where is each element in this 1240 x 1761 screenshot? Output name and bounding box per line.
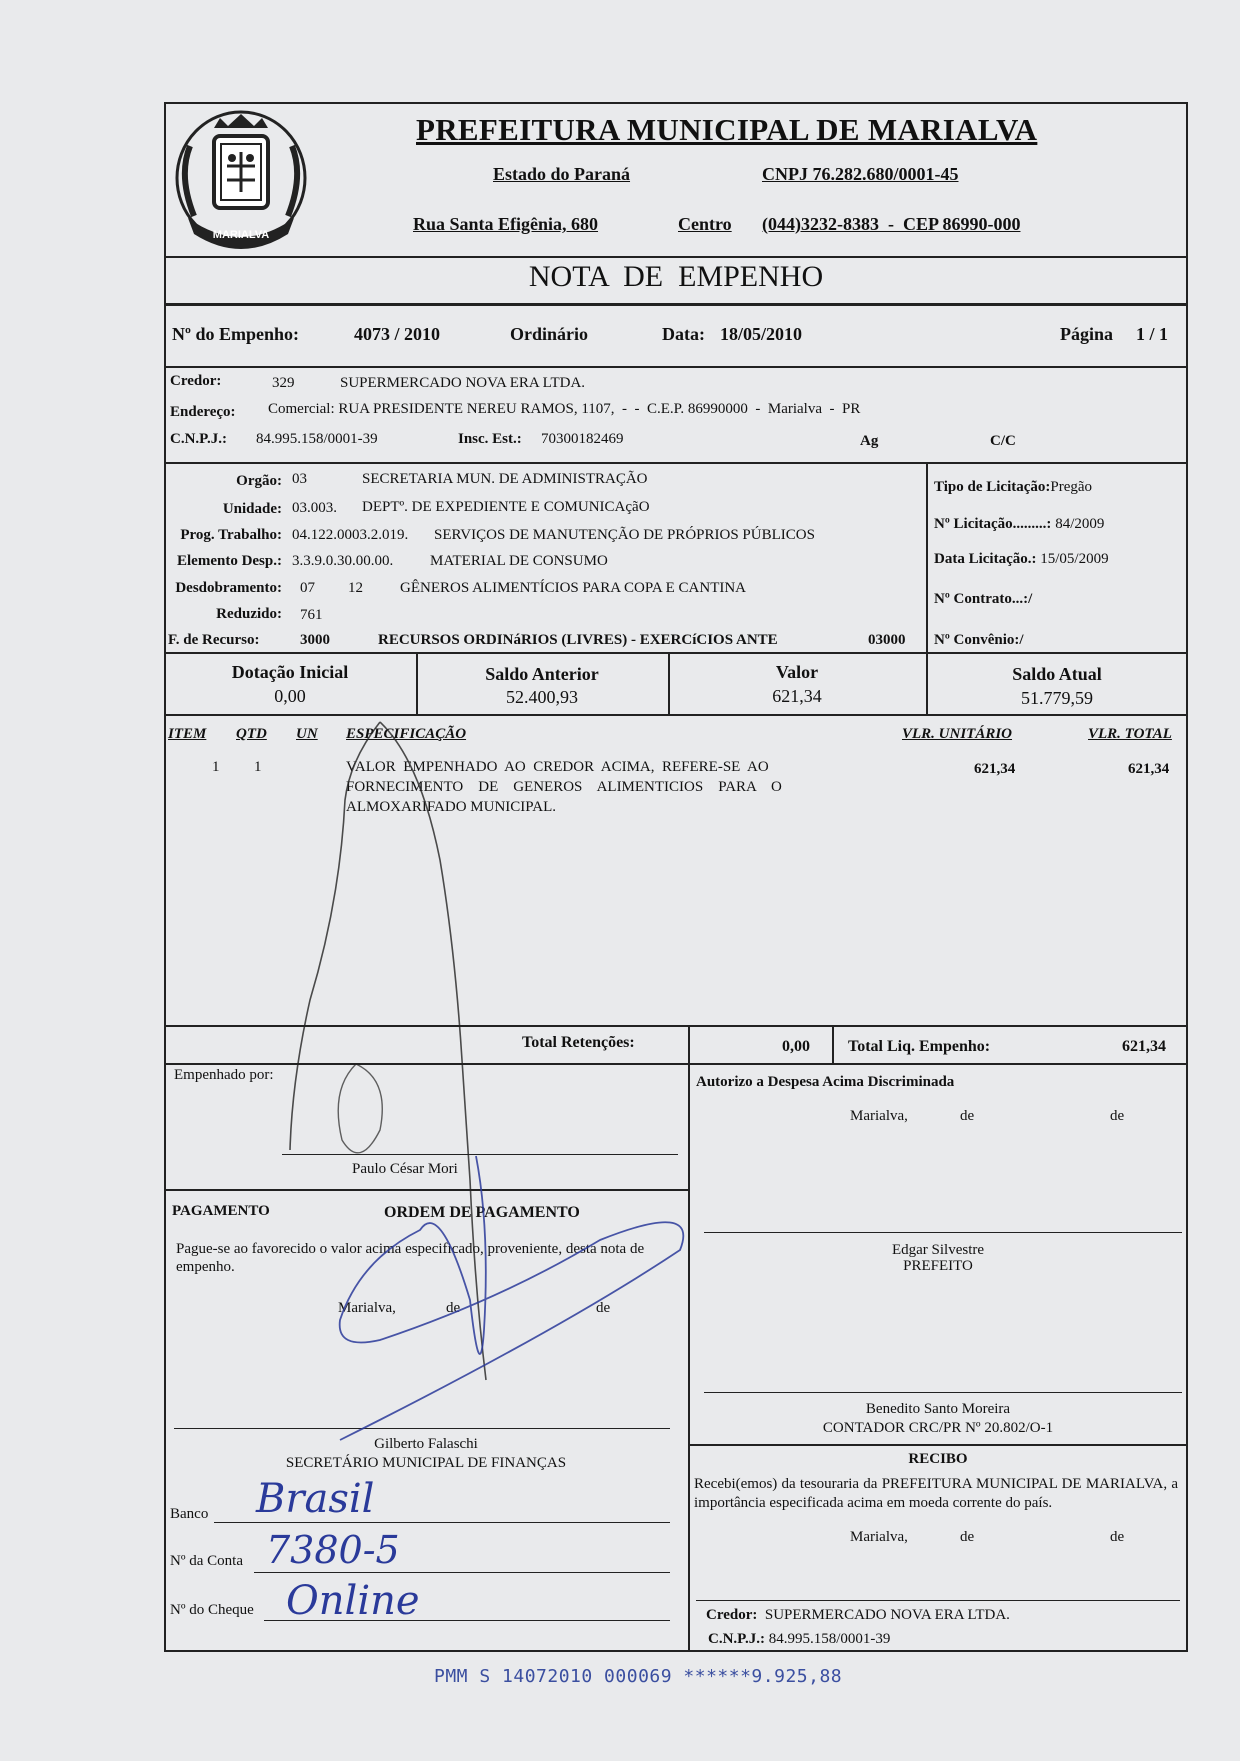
- desd-cod1: 07: [300, 580, 315, 596]
- unidade-cod: 03.003.: [292, 500, 337, 516]
- signature-line: [704, 1392, 1182, 1393]
- valor-value: 621,34: [772, 686, 822, 706]
- banco-handwritten: Brasil: [256, 1476, 375, 1522]
- credor-nome: SUPERMERCADO NOVA ERA LTDA.: [340, 375, 586, 391]
- orgao-cod: 03: [292, 471, 307, 487]
- signature-line: [282, 1154, 678, 1155]
- credor-insc: 70300182469: [541, 431, 624, 447]
- saldo-atual-label: Saldo Atual: [1012, 664, 1102, 684]
- divider: [164, 462, 1188, 464]
- item-vlr-unitario: 621,34: [974, 761, 1016, 777]
- total-liq-value: 621,34: [1122, 1038, 1166, 1055]
- pagamento-label: PAGAMENTO: [172, 1203, 270, 1219]
- endereco-label: Endereço:: [170, 404, 236, 420]
- data-licitacao: Data Licitação.: 15/05/2009: [934, 551, 1109, 567]
- estado-label: Estado do Paraná: [493, 164, 631, 184]
- orgao-desc: SECRETARIA MUN. DE ADMINISTRAÇÃO: [362, 471, 648, 487]
- cnpj-label: C.N.P.J.:: [170, 431, 227, 447]
- num-convenio: Nº Convênio:/: [934, 632, 1024, 648]
- cnpj-prefeitura: CNPJ 76.282.680/0001-45: [762, 164, 959, 184]
- divider: [164, 1189, 688, 1191]
- ordem-pagamento-label: ORDEM DE PAGAMENTO: [384, 1204, 580, 1221]
- endereco-prefeitura: Rua Santa Efigênia, 680: [413, 214, 599, 234]
- divider: [688, 1025, 690, 1652]
- cc-label: C/C: [990, 433, 1016, 449]
- divider: [832, 1025, 834, 1063]
- ag-label: Ag: [860, 433, 879, 449]
- conta-line: [254, 1572, 670, 1573]
- recibo-credor: Credor: SUPERMERCADO NOVA ERA LTDA.: [706, 1607, 1010, 1623]
- divider: [164, 714, 1188, 716]
- signature-line: [174, 1428, 670, 1429]
- col-header-vlr-unitario: VLR. UNITÁRIO: [902, 726, 1013, 742]
- svg-text:MARIALVA: MARIALVA: [212, 229, 270, 241]
- municipal-crest-icon: [170, 106, 312, 254]
- unidade-desc: DEPTº. DE EXPEDIENTE E COMUNICAçãO: [362, 499, 650, 515]
- saldo-atual-value: 51.779,59: [1021, 688, 1093, 708]
- divider: [164, 1025, 1188, 1027]
- retencoes-label: Total Retenções:: [522, 1034, 635, 1051]
- insc-label: Insc. Est.:: [458, 431, 522, 447]
- reduzido-label: Reduzido:: [216, 606, 282, 622]
- recurso-desc: RECURSOS ORDINáRIOS (LIVRES) - EXERCíCIOS ANTE: [378, 632, 778, 648]
- saldo-anterior-value: 52.400,93: [506, 687, 578, 707]
- recibo-de-2: de: [1110, 1529, 1125, 1545]
- empenho-tipo: Ordinário: [510, 324, 589, 344]
- elemento-label: Elemento Desp.:: [177, 553, 282, 569]
- empenhado-nome: Paulo César Mori: [352, 1161, 458, 1177]
- pagina-label: Página: [1060, 324, 1114, 344]
- prog-desc: SERVIÇOS DE MANUTENÇÃO DE PRÓPRIOS PÚBLICOS: [434, 527, 815, 543]
- recibo-marialva: Marialva,: [850, 1529, 908, 1545]
- credor-codigo: 329: [272, 375, 295, 391]
- ordem-de-1: de: [446, 1300, 461, 1316]
- prefeito-cargo: PREFEITO: [903, 1258, 973, 1274]
- divider: [164, 366, 1188, 368]
- item-qtd: 1: [254, 759, 262, 775]
- num-contrato: Nº Contrato...:/: [934, 591, 1033, 607]
- col-header-qtd: QTD: [236, 726, 267, 742]
- processing-stamp: PMM S 14072010 000069 ******9.925,88: [434, 1666, 843, 1687]
- cheque-label: Nº do Cheque: [170, 1602, 254, 1618]
- empenho-num-label: Nº do Empenho:: [172, 324, 299, 344]
- secretario-nome: Gilberto Falaschi: [374, 1436, 478, 1452]
- prog-cod: 04.122.0003.2.019.: [292, 527, 409, 543]
- pagina-value: 1 / 1: [1136, 324, 1169, 344]
- ordem-de-2: de: [596, 1300, 611, 1316]
- conta-handwritten: 7380-5: [266, 1528, 400, 1572]
- empenho-data: 18/05/2010: [720, 324, 803, 344]
- reduzido-value: 761: [300, 607, 323, 623]
- banco-line: [214, 1522, 670, 1523]
- autorizo-de-2: de: [1110, 1108, 1125, 1124]
- valor-label: Valor: [775, 662, 819, 682]
- dotacao-inicial-label: Dotação Inicial: [231, 662, 349, 682]
- autorizo-marialva: Marialva,: [850, 1108, 908, 1124]
- desd-desc: GÊNEROS ALIMENTÍCIOS PARA COPA E CANTINA: [400, 580, 747, 596]
- col-header-vlr-total: VLR. TOTAL: [1088, 726, 1172, 742]
- empenho-num: 4073 / 2010: [354, 324, 441, 344]
- item-spec-line-3: ALMOXARIFADO MUNICIPAL.: [346, 799, 557, 815]
- page-title: PREFEITURA MUNICIPAL DE MARIALVA: [416, 112, 1038, 147]
- cheque-handwritten: Online: [286, 1578, 420, 1624]
- prefeito-nome: Edgar Silvestre: [891, 1242, 985, 1258]
- divider: [688, 1444, 1188, 1446]
- total-liq-label: Total Liq. Empenho:: [848, 1038, 991, 1055]
- col-header-especificacao: ESPECIFICAÇÃO: [346, 726, 467, 742]
- recurso-label: F. de Recurso:: [168, 632, 260, 648]
- divider: [164, 303, 1188, 306]
- num-licitacao: Nº Licitação.........: 84/2009: [934, 516, 1105, 532]
- empenhado-label: Empenhado por:: [174, 1067, 274, 1083]
- col-header-item: ITEM: [168, 726, 207, 742]
- recurso-cod: 3000: [300, 632, 330, 648]
- recibo-de-1: de: [960, 1529, 975, 1545]
- item-spec-line-2: FORNECIMENTO DE GENEROS ALIMENTICIOS PARA O: [346, 779, 782, 795]
- saldo-anterior-label: Saldo Anterior: [485, 664, 599, 684]
- col-header-un: UN: [296, 726, 318, 742]
- recurso-cod2: 03000: [868, 632, 906, 648]
- conta-label: Nº da Conta: [170, 1553, 243, 1569]
- ordem-marialva: Marialva,: [338, 1300, 396, 1316]
- autorizo-de-1: de: [960, 1108, 975, 1124]
- credor-cnpj: 84.995.158/0001-39: [256, 431, 378, 447]
- banco-label: Banco: [170, 1506, 209, 1522]
- pague-text: Pague-se ao favorecido o valor acima especificado, proveniente, desta nota de empenho.: [176, 1241, 645, 1275]
- contador-nome: Benedito Santo Moreira: [865, 1401, 1011, 1417]
- credor-label: Credor:: [170, 373, 222, 389]
- unidade-label: Unidade:: [222, 501, 282, 517]
- divider: [164, 652, 1188, 654]
- item-spec-line-1: VALOR EMPENHADO AO CREDOR ACIMA, REFERE-SE AO: [346, 759, 769, 775]
- credor-endereco: Comercial: RUA PRESIDENTE NEREU RAMOS, 1107, - - C.E.P. 86990000 - Marialva - PR: [268, 401, 861, 417]
- contador-cargo: CONTADOR CRC/PR Nº 20.802/O-1: [822, 1420, 1054, 1436]
- recibo-cnpj: C.N.P.J.: 84.995.158/0001-39: [708, 1631, 891, 1647]
- signature-line: [696, 1600, 1180, 1601]
- recibo-label: RECIBO: [908, 1451, 968, 1467]
- dotacao-inicial-value: 0,00: [274, 686, 306, 706]
- elemento-desc: MATERIAL DE CONSUMO: [430, 553, 608, 569]
- autorizo-label: Autorizo a Despesa Acima Discriminada: [696, 1074, 955, 1090]
- empenho-data-label: Data:: [662, 324, 705, 344]
- centro-label: Centro: [678, 214, 732, 234]
- divider: [164, 1063, 1188, 1065]
- desd-cod2: 12: [348, 580, 363, 596]
- orgao-label: Orgão:: [236, 473, 282, 489]
- secretario-cargo: SECRETÁRIO MUNICIPAL DE FINANÇAS: [285, 1455, 567, 1471]
- tipo-licitacao: Tipo de Licitação:Pregão: [934, 479, 1093, 495]
- signature-line: [704, 1232, 1182, 1233]
- item-number: 1: [212, 759, 220, 775]
- prog-label: Prog. Trabalho:: [180, 527, 282, 543]
- recibo-text: Recebi(emos) da tesouraria da PREFEITURA MUNICIPAL DE MARIALVA, a importância especificada acima em moeda corrente do país.: [694, 1476, 1178, 1511]
- elemento-cod: 3.3.9.0.30.00.00.: [292, 553, 394, 569]
- item-vlr-total: 621,34: [1128, 761, 1170, 777]
- desdobramento-label: Desdobramento:: [175, 580, 282, 596]
- fone-cep: (044)3232-8383 - CEP 86990-000: [762, 214, 1021, 234]
- doc-title: NOTA DE EMPENHO: [528, 260, 824, 293]
- retencoes-value: 0,00: [782, 1038, 810, 1055]
- divider: [164, 256, 1188, 258]
